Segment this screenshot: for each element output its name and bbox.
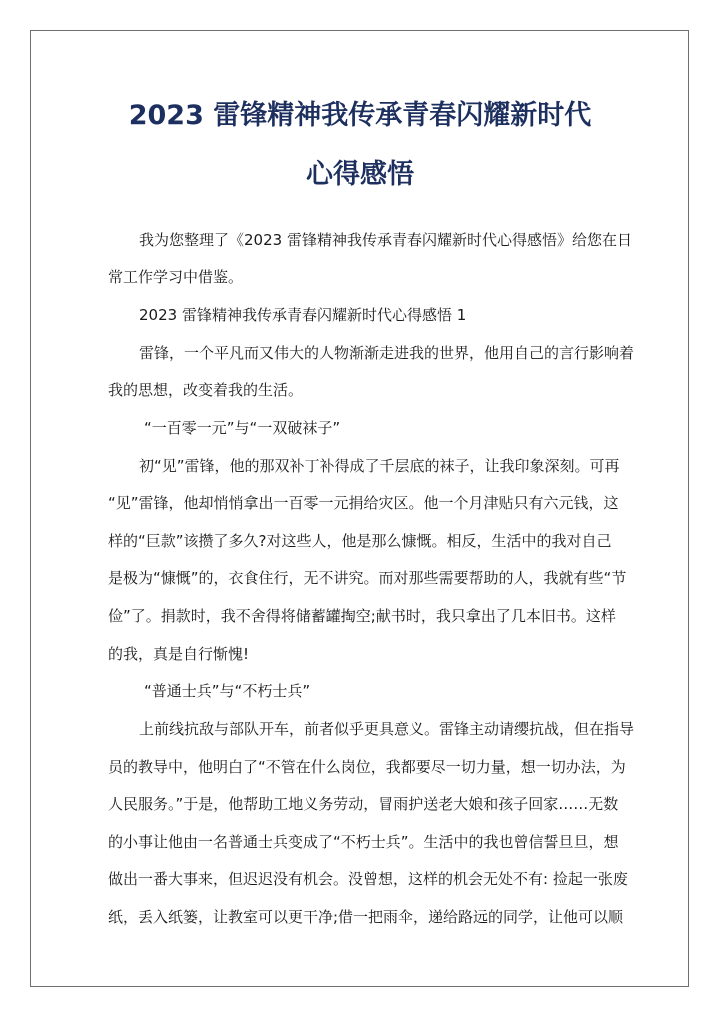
paragraph-3-line-4: 的小事让他由一名普通士兵变成了“不朽士兵”。生活中的我也曾信誓旦旦，想 xyxy=(108,833,619,851)
section-heading: 2023 雷锋精神我传承青春闪耀新时代心得感悟 1 xyxy=(139,306,467,324)
paragraph-3-line-3: 人民服务。”于是，他帮助工地义务劳动，冒雨护送老大娘和孩子回家……无数 xyxy=(108,795,619,813)
paragraph-1-line-2: 我的思想，改变着我的生活。 xyxy=(108,381,304,399)
paragraph-3-line-5: 做出一番大事来，但迟迟没有机会。没曾想，这样的机会无处不有: 捡起一张废 xyxy=(108,870,628,888)
document-title-line-1: 2023 雷锋精神我传承青春闪耀新时代 xyxy=(128,100,592,131)
subheading-1: “一百零一元”与“一双破袜子” xyxy=(144,419,341,437)
paragraph-2-line-1: 初“见”雷锋，他的那双补丁补得成了千层底的袜子，让我印象深刻。可再 xyxy=(139,457,620,475)
paragraph-1-line-1: 雷锋，一个平凡而又伟大的人物渐渐走进我的世界，他用自己的言行影响着 xyxy=(139,344,635,362)
intro-line-2: 常工作学习中借鉴。 xyxy=(108,268,244,286)
paragraph-3-line-1: 上前线抗敌与部队开车，前者似乎更具意义。雷锋主动请缨抗战，但在指导 xyxy=(139,720,635,738)
paragraph-2-line-3: 样的“巨款”该攒了多久?对这些人，他是那么慷慨。相反，生活中的我对自己 xyxy=(108,532,612,550)
document-title-line-2: 心得感悟 xyxy=(306,159,414,190)
paragraph-3-line-6: 纸，丢入纸篓，让教室可以更干净;借一把雨伞，递给路远的同学，让他可以顺 xyxy=(108,908,624,926)
intro-line-1: 我为您整理了《2023 雷锋精神我传承青春闪耀新时代心得感悟》给您在日 xyxy=(139,231,632,249)
paragraph-2-line-6: 的我，真是自行惭愧! xyxy=(108,645,250,663)
subheading-2: “普通士兵”与“不朽士兵” xyxy=(144,682,311,700)
paragraph-2-line-5: 俭”了。捐款时，我不舍得将储蓄罐掏空;献书时，我只拿出了几本旧书。这样 xyxy=(108,607,616,625)
paragraph-2-line-2: “见”雷锋，他却悄悄拿出一百零一元捐给灾区。他一个月津贴只有六元钱，这 xyxy=(108,494,619,512)
paragraph-2-line-4: 是极为“慷慨”的，衣食住行，无不讲究。而对那些需要帮助的人，我就有些“节 xyxy=(108,569,627,587)
paragraph-3-line-2: 员的教导中，他明白了“不管在什么岗位，我都要尽一切力量，想一切办法，为 xyxy=(108,758,626,776)
